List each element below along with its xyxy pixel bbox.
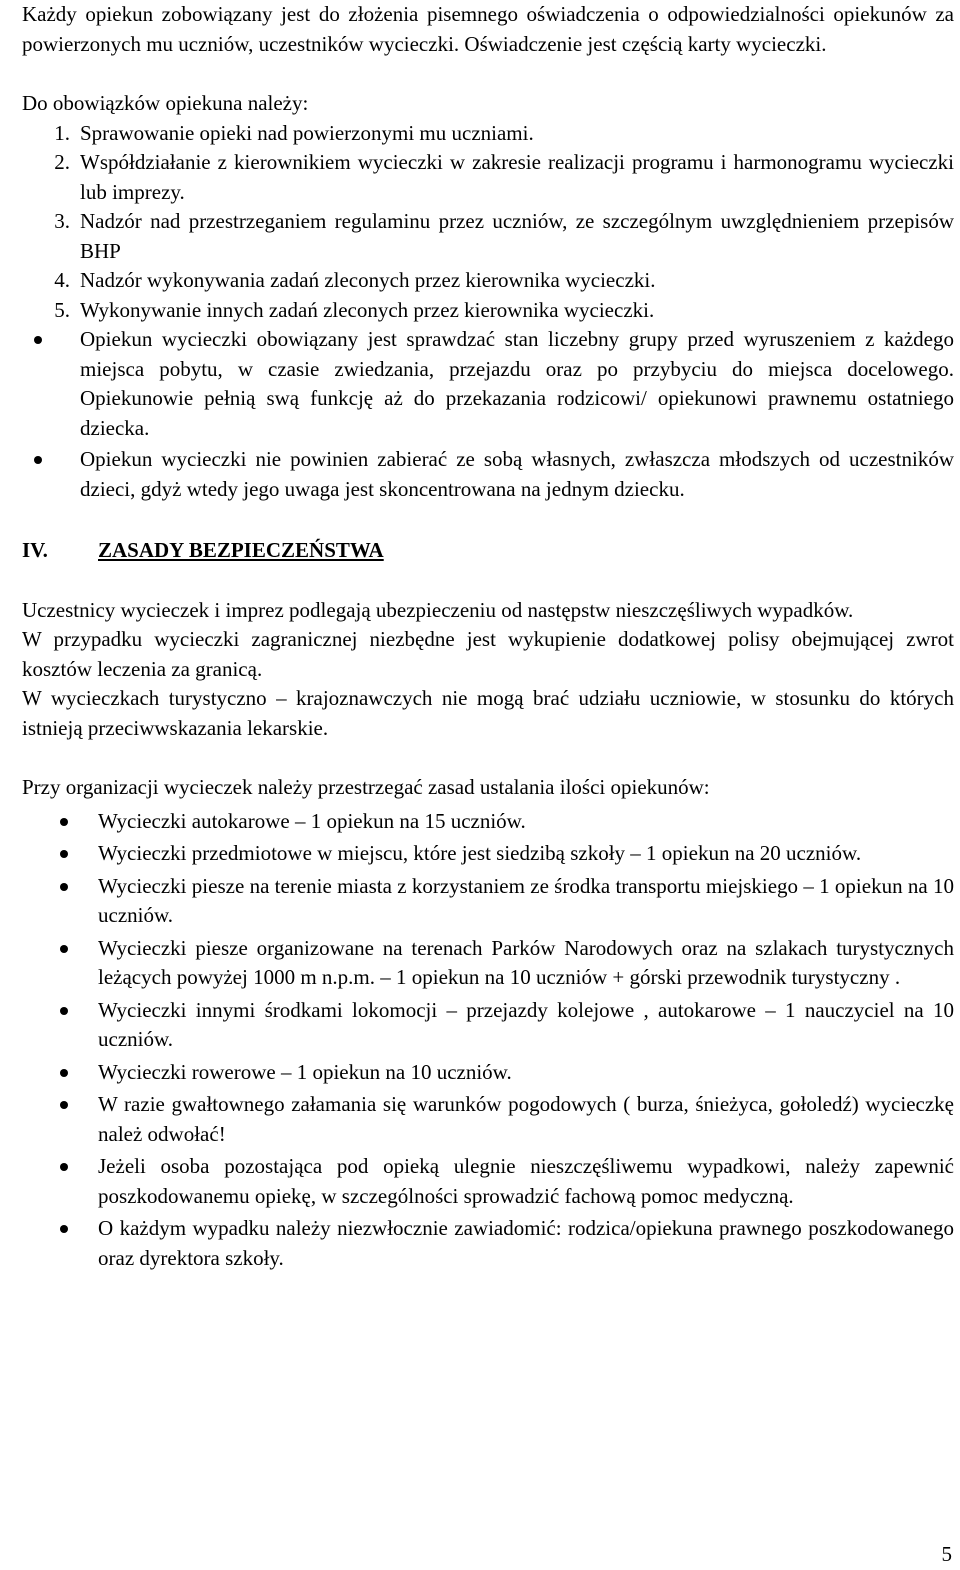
duties-intro: Do obowiązków opiekuna należy: xyxy=(22,91,309,115)
bullet-text: Wycieczki piesze organizowane na terenach Parków Narodowych oraz na szlakach turystycznych leżących powyżej 1000 m n.p.m. – 1 opiekun na 10 uczniów + górski przewodnik turystyczny . xyxy=(98,935,954,989)
duty-text: Sprawowanie opieki nad powierzonymi mu uczniami. xyxy=(80,120,534,145)
duty-text: Nadzór nad przestrzeganiem regulaminu przez uczniów, ze szczególnym uwzględnieniem przepisów BHP xyxy=(80,209,954,263)
bullet-text: Wycieczki rowerowe – 1 opiekun na 10 uczniów. xyxy=(98,1059,512,1084)
document-page xyxy=(22,0,954,1273)
bullet-text: Jeżeli osoba pozostająca pod opieką ulegnie nieszczęśliwemu wypadkowi, należy zapewnić poszkodowanemu opiekę, w szczególności sprowadzić fachową pomoc medyczną. xyxy=(98,1154,954,1208)
bullet-icon xyxy=(60,1225,68,1233)
bullet-icon xyxy=(60,1007,68,1015)
list-item xyxy=(98,934,954,993)
list-item xyxy=(98,1090,954,1149)
bullet-text: Wycieczki autokarowe – 1 opiekun na 15 uczniów. xyxy=(98,808,526,833)
list-item xyxy=(98,839,954,869)
list-item xyxy=(98,807,954,837)
duty-item xyxy=(54,207,954,266)
list-item xyxy=(98,872,954,931)
duty-number: 2. xyxy=(54,150,70,174)
bullet-icon xyxy=(60,818,68,826)
bullet-icon xyxy=(60,1101,68,1109)
bullet-icon xyxy=(60,850,68,858)
rule-paragraph: W wycieczkach turystyczno – krajoznawczych nie mogą brać udziału uczniowie, w stosunku do których istnieją przeciwwskazania lekarskie. xyxy=(22,686,954,740)
bullet-text: Opiekun wycieczki nie powinien zabierać ze sobą własnych, zwłaszcza młodszych od uczestników dzieci, gdyż wtedy jego uwaga jest skoncentrowana na jednym dziecku. xyxy=(80,447,954,501)
duties-list xyxy=(22,119,954,326)
duty-item xyxy=(54,148,954,207)
bullet-icon xyxy=(60,1163,68,1171)
guardian-bullets xyxy=(22,325,954,504)
duty-number: 5. xyxy=(54,297,70,322)
bullet-icon xyxy=(60,945,68,953)
duty-number: 4. xyxy=(54,268,70,292)
list-item xyxy=(98,996,954,1055)
rule-paragraph: W przypadku wycieczki zagranicznej niezbędne jest wykupienie dodatkowej polisy obejmującej zwrot kosztów leczenia za granicą. xyxy=(22,627,954,681)
rule-paragraph: Uczestnicy wycieczek i imprez podlegają ubezpieczeniu od następstw nieszczęśliwych wypadków. xyxy=(22,597,854,622)
duty-number: 3. xyxy=(54,209,70,233)
duty-item xyxy=(54,119,954,149)
bullet-text: Opiekun wycieczki obowiązany jest sprawdzać stan liczebny grupy przed wyruszeniem z każdego miejsca pobytu, w czasie zwiedzania, przejazdu oraz po przybyciu do miejsca docelowego. Opiekunowie pełnią swą funkcję aż do przekazania rodzicowi/ opiekunowi prawnemu ostatniego dziecka. xyxy=(80,327,954,440)
page-number: 5 xyxy=(941,1542,952,1566)
organization-bullets xyxy=(22,807,954,1274)
duty-text: Wykonywanie innych zadań zleconych przez kierownika wycieczki. xyxy=(80,297,655,322)
bullet-icon xyxy=(60,1069,68,1077)
list-item xyxy=(98,1152,954,1211)
bullet-icon xyxy=(34,456,42,464)
intro-paragraph: Każdy opiekun zobowiązany jest do złożenia pisemnego oświadczenia o odpowiedzialności opiekunów za powierzonych mu uczniów, uczestników wycieczki. Oświadczenie jest częścią karty wycieczki. xyxy=(22,2,954,56)
list-item xyxy=(80,325,954,443)
duty-text: Współdziałanie z kierownikiem wycieczki w zakresie realizacji programu i harmonogramu wycieczki lub imprezy. xyxy=(80,150,954,204)
duty-text: Nadzór wykonywania zadań zleconych przez kierownika wycieczki. xyxy=(80,268,656,292)
duty-number: 1. xyxy=(54,120,70,145)
bullet-text: W razie gwałtownego załamania się warunków pogodowych ( burza, śnieżyca, gołoledź) wycieczkę należ odwołać! xyxy=(98,1092,954,1146)
section-number: IV. xyxy=(22,538,48,562)
list-item xyxy=(80,445,954,504)
list-item xyxy=(98,1214,954,1273)
duty-item xyxy=(54,266,954,296)
bullet-text: Wycieczki przedmiotowe w miejscu, które jest siedzibą szkoły – 1 opiekun na 20 uczniów. xyxy=(98,841,862,865)
safety-rules xyxy=(22,596,954,744)
bullet-icon xyxy=(60,883,68,891)
organization-intro: Przy organizacji wycieczek należy przestrzegać zasad ustalania ilości opiekunów: xyxy=(22,775,710,799)
list-item xyxy=(98,1058,954,1088)
section-heading xyxy=(22,536,954,566)
bullet-text: O każdym wypadku należy niezwłocznie zawiadomić: rodzica/opiekuna prawnego poszkodowanego oraz dyrektora szkoły. xyxy=(98,1216,954,1270)
duty-item xyxy=(54,296,954,326)
bullet-text: Wycieczki piesze na terenie miasta z korzystaniem ze środka transportu miejskiego – 1 opiekun na 10 uczniów. xyxy=(98,873,954,927)
bullet-text: Wycieczki innymi środkami lokomocji – przejazdy kolejowe , autokarowe – 1 nauczyciel na 10 uczniów. xyxy=(98,997,954,1051)
bullet-icon xyxy=(34,336,42,344)
section-title: ZASADY BEZPIECZEŃSTWA xyxy=(98,538,384,562)
